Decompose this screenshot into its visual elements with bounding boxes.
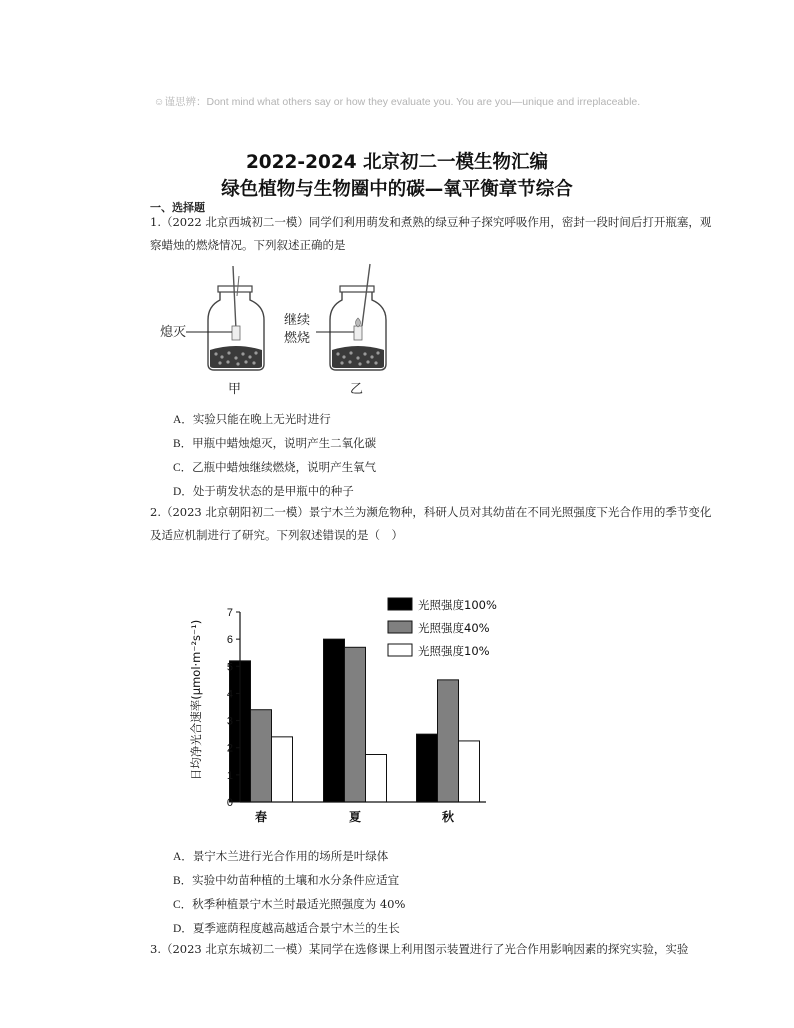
legend-swatch	[388, 621, 412, 633]
option-letter: A．	[173, 851, 193, 863]
q1-option-c[interactable]	[173, 459, 376, 476]
option-text: 甲瓶中蜡烛熄灭，说明产生二氧化碳	[192, 436, 377, 450]
bar-春-光照强度40%	[251, 710, 272, 802]
document-subtitle: 绿色植物与生物圈中的碳—氧平衡章节综合	[221, 179, 573, 200]
q1-option-a[interactable]	[173, 411, 331, 428]
option-letter: B．	[173, 875, 193, 887]
question-1-text: 1.（2022 北京西城初二一模）同学们利用萌发和煮熟的绿豆种子探究呼吸作用，密封一段时间后打开瓶塞，观察蜡烛的燃烧情况。下列叙述正确的是	[150, 215, 712, 252]
chart-y-axis-label: 日均净光合速率(μmol·m⁻²s⁻¹)	[189, 619, 203, 781]
x-category-label: 春	[254, 810, 268, 824]
jar-yi	[316, 264, 386, 370]
label-jar-yi: 乙	[350, 382, 364, 397]
legend-swatch	[388, 598, 412, 610]
q1-option-d[interactable]	[173, 483, 354, 500]
option-text: 景宁木兰进行光合作用的场所是叶绿体	[192, 849, 389, 863]
bar-春-光照强度10%	[272, 737, 293, 802]
option-text: 秋季种植景宁木兰时最适光照强度为 40%	[192, 897, 406, 911]
section-heading: 一、选择题	[150, 201, 205, 214]
bar-秋-光照强度100%	[417, 734, 438, 802]
option-letter: A．	[173, 414, 193, 426]
x-category-label: 夏	[348, 810, 362, 824]
option-letter: B．	[173, 438, 193, 450]
question-2-text: 2.（2023 北京朝阳初二一模）景宁木兰为濒危物种，科研人员对其幼苗在不同光照强度下光合作用的季节变化及适应机制进行了研究。下列叙述错误的是（ ）	[150, 505, 712, 542]
y-tick-label: 4	[226, 688, 233, 701]
option-letter: D．	[173, 923, 193, 935]
question-3-text: 3.（2023 北京东城初二一模）某同学在选修课上利用图示装置进行了光合作用影响因素的探究实验，实验	[150, 942, 689, 956]
y-tick-label: 5	[226, 661, 233, 674]
y-tick-label: 1	[226, 769, 233, 782]
y-tick-label: 2	[226, 742, 233, 755]
legend-label: 光照强度100%	[418, 598, 497, 612]
label-extinguished: 熄灭	[160, 325, 187, 340]
label-jar-jia: 甲	[228, 382, 242, 397]
y-tick-label: 7	[226, 607, 233, 619]
bar-夏-光照强度10%	[366, 755, 387, 803]
q1-option-b[interactable]	[173, 435, 376, 452]
header-motto: ☺谨思辨：Dont mind what others say or how they evaluate you. You are you—unique and irreplaceable.	[153, 96, 641, 108]
y-tick-label: 3	[226, 715, 233, 728]
document-title: 2022-2024 北京初二一模生物汇编	[245, 152, 549, 173]
option-letter: C．	[173, 899, 193, 911]
x-category-label: 秋	[441, 810, 455, 824]
bar-秋-光照强度10%	[459, 741, 480, 802]
option-letter: D．	[173, 486, 193, 498]
jar-jia	[186, 266, 264, 370]
option-text: 乙瓶中蜡烛继续燃烧，说明产生氧气	[192, 460, 377, 474]
y-tick-label: 0	[226, 797, 233, 809]
bar-夏-光照强度100%	[324, 639, 345, 802]
label-keep-burning-1: 继续	[284, 313, 311, 328]
bar-chart	[180, 590, 520, 830]
bar-夏-光照强度40%	[345, 647, 366, 802]
option-text: 实验中幼苗种植的土壤和水分条件应适宜	[192, 873, 400, 887]
q2-option-d[interactable]	[173, 920, 400, 937]
y-tick-label: 6	[226, 634, 233, 647]
label-keep-burning-2: 燃烧	[284, 331, 311, 346]
legend-swatch	[388, 644, 412, 656]
q2-option-b[interactable]	[173, 872, 399, 889]
option-letter: C．	[173, 462, 193, 474]
q2-option-c[interactable]	[173, 896, 405, 913]
q2-option-a[interactable]	[173, 848, 388, 865]
legend-label: 光照强度10%	[418, 644, 490, 658]
bar-秋-光照强度40%	[438, 680, 459, 802]
option-text: 处于萌发状态的是甲瓶中的种子	[192, 484, 354, 498]
option-text: 夏季遮荫程度越高越适合景宁木兰的生长	[192, 921, 400, 935]
question-1-figure	[150, 262, 410, 398]
option-text: 实验只能在晚上无光时进行	[192, 412, 331, 426]
legend-label: 光照强度40%	[418, 621, 490, 635]
